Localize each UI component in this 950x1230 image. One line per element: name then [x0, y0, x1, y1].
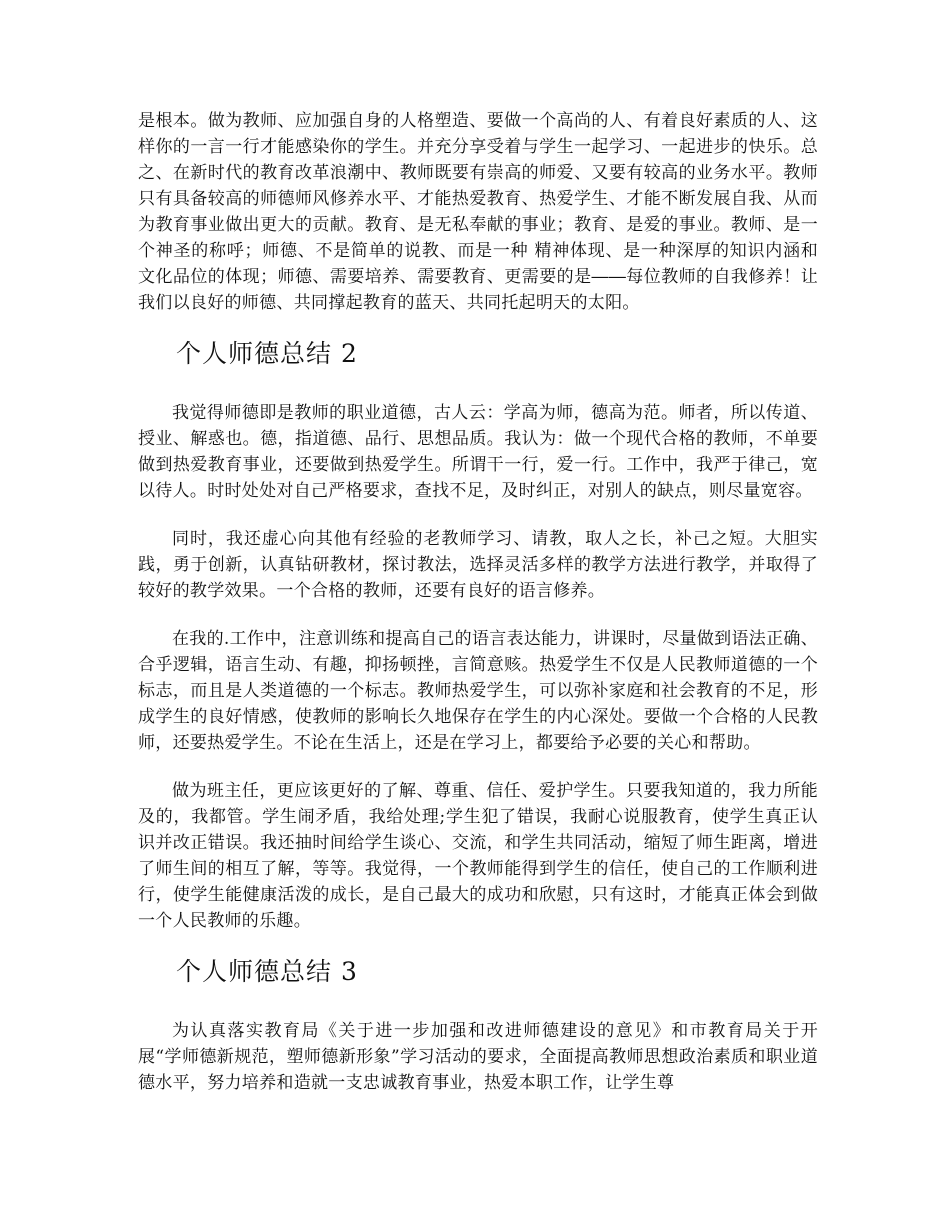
section2-paragraph-3: 在我的.工作中，注意训练和提高自己的语言表达能力，讲课时，尽量做到语法正确、合乎逻辑，语言生动、有趣，抑扬顿挫，言简意赅。热爱学生不仅是人民教师道德的一个标志，而且是人类道德的一个标志。教师热爱学生，可以弥补家庭和社会教育的不足，形成学生的良好情感，使教师的影响长久地保存在学生的内心深处。要做一个合格的人民教师，还要热爱学生。不论在生活上，还是在学习上，都要给予必要的关心和帮助。: [138, 629, 818, 753]
section2-paragraph-1: 我觉得师德即是教师的职业道德，古人云：学高为师，德高为范。师者，所以传道、授业、解惑也。德，指道德、品行、思想品质。我认为：做一个现代合格的教师，不单要做到热爱教育事业，还要做到热爱学生。所谓干一行，爱一行。工作中，我严于律己，宽以待人。时时处处对自己严格要求，查找不足，及时纠正，对别人的缺点，则尽量宽容。: [138, 403, 818, 501]
section-title-2: 个人师德总结 2: [176, 339, 358, 368]
section3-paragraph-1: 为认真落实教育局《关于进一步加强和改进师德建设的意见》和市教育局关于开展“学师德新规范，塑师德新形象”学习活动的要求，全面提高教师思想政治素质和职业道德水平，努力培养和造就一支忠诚教育事业，热爱本职工作，让学生尊: [138, 1021, 818, 1093]
section-title-3: 个人师德总结 3: [176, 957, 358, 986]
section2-paragraph-4: 做为班主任，更应该更好的了解、尊重、信任、爱护学生。只要我知道的，我力所能及的，我都管。学生闹矛盾，我给处理;学生犯了错误，我耐心说服教育，使学生真正认识并改正错误。我还抽时间给学生谈心、交流，和学生共同活动，缩短了师生距离，增进了师生间的相互了解，等等。我觉得，一个教师能得到学生的信任，使自己的工作顺利进行，使学生能健康活泼的成长，是自己最大的成功和欣慰，只有这时，才能真正体会到做一个人民教师的乐趣。: [138, 781, 818, 931]
document-body: [138, 108, 818, 1118]
intro-paragraph: 是根本。做为教师、应加强自身的人格塑造、要做一个高尚的人、有着良好素质的人、这样你的一言一行才能感染你的学生。并充分享受着与学生一起学习、一起进步的快乐。总之、在新时代的教育改革浪潮中、教师既要有崇高的师爱、又要有较高的业务水平。教师只有具备较高的师德师风修养水平、才能热爱教育、热爱学生、才能不断发展自我、从而为教育事业做出更大的贡献。教育、是无私奉献的事业；教育、是爱的事业。教师、是一个神圣的称呼；师德、不是简单的说教、而是一种 精神体现、是一种深厚的知识内涵和文化品位的体现；师德、需要培养、需要教育、更需要的是――每位教师的自我修养！让我们以良好的师德、共同撑起教育的蓝天、共同托起明天的太阳。: [138, 111, 818, 313]
section2-paragraph-2: 同时，我还虚心向其他有经验的老教师学习、请教，取人之长，补己之短。大胆实践，勇于创新，认真钻研教材，探讨教法，选择灵活多样的教学方法进行教学，并取得了较好的教学效果。一个合格的教师，还要有良好的语言修养。: [138, 529, 818, 601]
